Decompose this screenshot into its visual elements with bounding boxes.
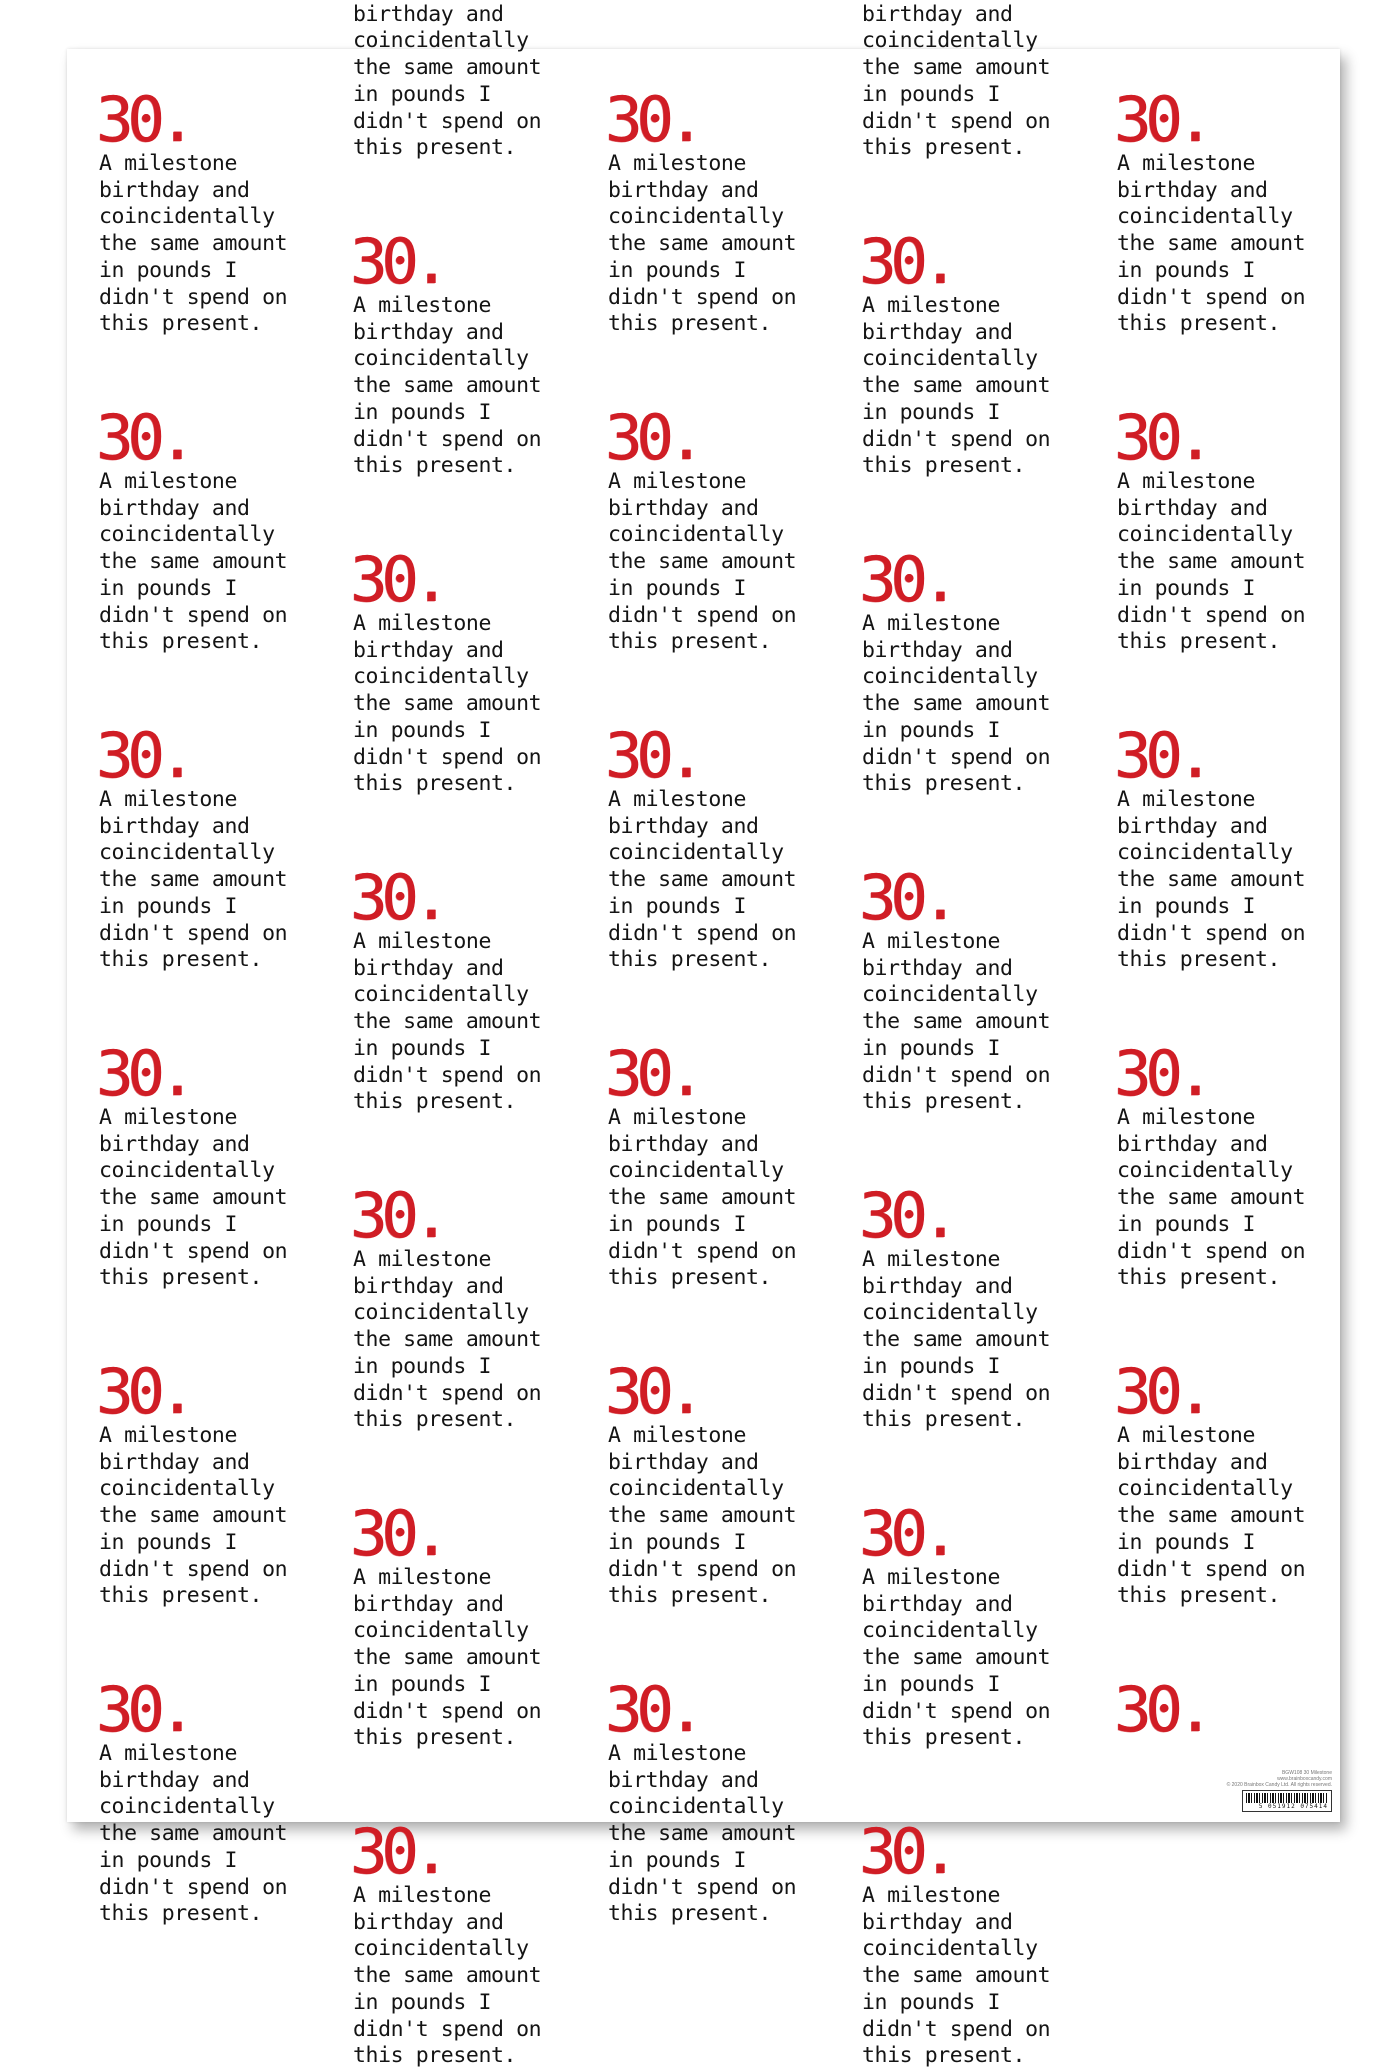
milestone-number: 30.	[605, 1355, 699, 1428]
message-line: coincidentally	[353, 664, 529, 690]
message-line: in pounds I	[608, 575, 746, 601]
message-line: A milestone	[608, 1105, 746, 1130]
pattern-tile	[859, 1497, 1112, 1752]
pattern-tile	[1114, 401, 1367, 656]
message-line: A milestone	[862, 1247, 1000, 1272]
message-line: coincidentally	[608, 1794, 784, 1820]
message-line: birthday and	[353, 1, 504, 27]
message-line: coincidentally	[353, 28, 529, 54]
message-line: didn't spend on	[99, 284, 288, 310]
pattern-tile	[96, 1355, 349, 1610]
message-line: A milestone	[862, 929, 1000, 954]
message-line: in pounds I	[99, 893, 237, 919]
message-line: A milestone	[862, 611, 1000, 636]
message-line: in pounds I	[608, 257, 746, 283]
message-line: birthday and	[353, 1591, 504, 1617]
message-line: coincidentally	[99, 840, 275, 866]
message-line: coincidentally	[608, 1158, 784, 1184]
product-code: BGW108 30 Milestone	[1281, 1770, 1332, 1776]
message-line: in pounds I	[862, 1035, 1000, 1061]
message-line: in pounds I	[99, 1529, 237, 1555]
message-line: this present.	[862, 2043, 1026, 2069]
message-line: in pounds I	[353, 1353, 491, 1379]
message-line: coincidentally	[608, 204, 784, 230]
milestone-number: 30.	[96, 401, 190, 474]
message-line: in pounds I	[608, 1211, 746, 1237]
milestone-number: 30.	[859, 543, 953, 616]
message-line: the same amount	[99, 1821, 288, 1847]
message-line: didn't spend on	[99, 1238, 288, 1264]
milestone-number: 30.	[1114, 401, 1208, 474]
message-line: A milestone	[1117, 469, 1255, 494]
milestone-number: 30.	[350, 1497, 444, 1570]
message-line: A milestone	[608, 1741, 746, 1766]
pattern-tile	[859, 1179, 1112, 1434]
message-line: the same amount	[1117, 867, 1306, 893]
message-line: birthday and	[608, 1449, 759, 1475]
message-line: this present.	[862, 1089, 1026, 1115]
message-line: A milestone	[99, 1423, 237, 1448]
message-line: birthday and	[608, 177, 759, 203]
message-line: in pounds I	[608, 1847, 746, 1873]
message-line: coincidentally	[353, 346, 529, 372]
milestone-number: 30.	[96, 1037, 190, 1110]
message-line: coincidentally	[862, 1936, 1038, 1962]
message-line: the same amount	[608, 1185, 797, 1211]
message-line: A milestone	[99, 787, 237, 812]
message-line: the same amount	[608, 1821, 797, 1847]
message-line: coincidentally	[862, 664, 1038, 690]
message-line: birthday and	[353, 955, 504, 981]
message-line: birthday and	[862, 637, 1013, 663]
message-line: this present.	[99, 947, 263, 973]
message-line: the same amount	[353, 1963, 542, 1989]
message-line: didn't spend on	[608, 1874, 797, 1900]
pattern-tile	[1114, 1673, 1367, 1746]
milestone-number: 30.	[605, 1037, 699, 1110]
message-line: coincidentally	[353, 1936, 529, 1962]
message-line: birthday and	[353, 1909, 504, 1935]
milestone-number: 30.	[96, 83, 190, 156]
message-line: this present.	[608, 629, 772, 655]
message-line: this present.	[99, 1901, 263, 1927]
message-line: A milestone	[1117, 787, 1255, 812]
message-line: A milestone	[353, 293, 491, 318]
pattern-tile	[605, 1037, 858, 1292]
message-line: coincidentally	[353, 1618, 529, 1644]
message-line: didn't spend on	[1117, 920, 1306, 946]
message-line: this present.	[862, 771, 1026, 797]
message-line: A milestone	[1117, 151, 1255, 176]
message-line: coincidentally	[99, 1158, 275, 1184]
message-line: birthday and	[99, 1449, 250, 1475]
pattern-tile	[350, 543, 603, 798]
milestone-number: 30.	[605, 83, 699, 156]
message-line: birthday and	[353, 637, 504, 663]
message-line: the same amount	[99, 867, 288, 893]
message-line: didn't spend on	[353, 1698, 542, 1724]
pattern-tile	[605, 83, 858, 338]
message-line: A milestone	[353, 929, 491, 954]
message-line: didn't spend on	[862, 2016, 1051, 2042]
message-line: coincidentally	[353, 1300, 529, 1326]
message-line: coincidentally	[862, 346, 1038, 372]
message-line: this present.	[862, 453, 1026, 479]
message-line: didn't spend on	[608, 1556, 797, 1582]
pattern-tile	[350, 225, 603, 480]
message-line: didn't spend on	[1117, 1238, 1306, 1264]
milestone-number: 30.	[859, 1179, 953, 1252]
message-line: didn't spend on	[608, 920, 797, 946]
message-line: coincidentally	[608, 840, 784, 866]
message-line: coincidentally	[1117, 522, 1293, 548]
message-line: birthday and	[1117, 177, 1268, 203]
message-line: didn't spend on	[862, 1380, 1051, 1406]
message-line: in pounds I	[353, 1989, 491, 2015]
pattern-tile	[605, 719, 858, 974]
message-line: the same amount	[862, 1009, 1051, 1035]
milestone-number: 30.	[1114, 719, 1208, 792]
message-line: coincidentally	[1117, 1476, 1293, 1502]
pattern-tile	[96, 83, 349, 338]
message-line: didn't spend on	[353, 1380, 542, 1406]
message-line: A milestone	[353, 1247, 491, 1272]
pattern-tile	[96, 401, 349, 656]
pattern-tile	[1114, 83, 1367, 338]
message-line: the same amount	[353, 55, 542, 81]
milestone-number: 30.	[1114, 1037, 1208, 1110]
message-line: coincidentally	[1117, 1158, 1293, 1184]
message-line: this present.	[353, 1407, 517, 1433]
message-line: the same amount	[1117, 1503, 1306, 1529]
milestone-number: 30.	[1114, 83, 1208, 156]
message-line: the same amount	[99, 549, 288, 575]
message-line: the same amount	[99, 1185, 288, 1211]
message-line: birthday and	[99, 1131, 250, 1157]
message-line: didn't spend on	[862, 426, 1051, 452]
pattern-tile	[96, 1673, 349, 1928]
pattern-tile	[96, 1037, 349, 1292]
milestone-number: 30.	[1114, 1355, 1208, 1428]
message-line: didn't spend on	[1117, 284, 1306, 310]
message-line: A milestone	[862, 1883, 1000, 1908]
message-line: didn't spend on	[608, 1238, 797, 1264]
milestone-number: 30.	[859, 225, 953, 298]
message-line: this present.	[862, 1407, 1026, 1433]
pattern-tile	[859, 1815, 1112, 2070]
message-line: coincidentally	[99, 204, 275, 230]
message-line: birthday and	[99, 813, 250, 839]
barcode	[1242, 1790, 1332, 1812]
message-line: didn't spend on	[99, 1556, 288, 1582]
message-line: birthday and	[862, 319, 1013, 345]
message-line: coincidentally	[1117, 840, 1293, 866]
message-line: coincidentally	[353, 982, 529, 1008]
milestone-number: 30.	[350, 1815, 444, 1888]
message-line: didn't spend on	[353, 2016, 542, 2042]
message-line: this present.	[862, 1725, 1026, 1751]
message-line: the same amount	[99, 1503, 288, 1529]
message-line: this present.	[353, 2043, 517, 2069]
message-line: this present.	[608, 1583, 772, 1609]
message-line: this present.	[353, 1089, 517, 1115]
message-line: coincidentally	[862, 1618, 1038, 1644]
message-line: this present.	[608, 1901, 772, 1927]
message-line: A milestone	[353, 611, 491, 636]
message-line: coincidentally	[608, 522, 784, 548]
message-line: birthday and	[353, 319, 504, 345]
message-line: this present.	[353, 135, 517, 161]
milestone-number: 30.	[350, 861, 444, 934]
pattern-tile	[350, 861, 603, 1116]
message-line: this present.	[1117, 947, 1281, 973]
message-line: this present.	[608, 311, 772, 337]
milestone-number: 30.	[1114, 1673, 1208, 1746]
message-line: the same amount	[353, 1645, 542, 1671]
message-line: birthday and	[99, 495, 250, 521]
message-line: in pounds I	[1117, 893, 1255, 919]
message-line: in pounds I	[862, 1671, 1000, 1697]
message-line: coincidentally	[862, 982, 1038, 1008]
message-line: birthday and	[608, 495, 759, 521]
milestone-number: 30.	[350, 1179, 444, 1252]
milestone-number: 30.	[96, 719, 190, 792]
message-line: birthday and	[862, 1909, 1013, 1935]
message-line: didn't spend on	[1117, 602, 1306, 628]
barcode-bars	[1246, 1793, 1328, 1803]
message-line: this present.	[1117, 1265, 1281, 1291]
message-line: didn't spend on	[862, 744, 1051, 770]
pattern-tile	[353, 0, 603, 162]
pattern-tile	[350, 1179, 603, 1434]
message-line: this present.	[353, 1725, 517, 1751]
pattern-tile	[605, 1355, 858, 1610]
message-line: in pounds I	[353, 717, 491, 743]
message-line: didn't spend on	[862, 108, 1051, 134]
pattern-tile	[605, 1673, 858, 1928]
message-line: this present.	[353, 771, 517, 797]
message-line: coincidentally	[1117, 204, 1293, 230]
message-line: the same amount	[862, 1327, 1051, 1353]
product-website: www.brainboxcandy.com	[1277, 1776, 1332, 1782]
milestone-number: 30.	[96, 1673, 190, 1746]
message-line: coincidentally	[862, 1300, 1038, 1326]
message-line: coincidentally	[608, 1476, 784, 1502]
message-line: A milestone	[1117, 1423, 1255, 1448]
message-line: birthday and	[608, 1767, 759, 1793]
message-line: the same amount	[353, 1327, 542, 1353]
message-line: didn't spend on	[862, 1698, 1051, 1724]
milestone-number: 30.	[96, 1355, 190, 1428]
milestone-number: 30.	[605, 1673, 699, 1746]
pattern-tile	[350, 1815, 603, 2070]
message-line: didn't spend on	[353, 1062, 542, 1088]
milestone-number: 30.	[350, 543, 444, 616]
message-line: coincidentally	[99, 1476, 275, 1502]
message-line: A milestone	[99, 469, 237, 494]
message-line: birthday and	[1117, 1131, 1268, 1157]
message-line: A milestone	[608, 1423, 746, 1448]
message-line: in pounds I	[862, 1989, 1000, 2015]
pattern-tile	[859, 543, 1112, 798]
message-line: in pounds I	[1117, 257, 1255, 283]
wrapping-paper-sheet	[67, 1, 1340, 2069]
message-line: this present.	[1117, 311, 1281, 337]
message-line: birthday and	[608, 1131, 759, 1157]
message-line: in pounds I	[608, 1529, 746, 1555]
milestone-number: 30.	[605, 719, 699, 792]
message-line: A milestone	[608, 151, 746, 176]
message-line: didn't spend on	[353, 426, 542, 452]
message-line: this present.	[99, 1265, 263, 1291]
message-line: A milestone	[1117, 1105, 1255, 1130]
message-line: birthday and	[353, 1273, 504, 1299]
pattern-tile	[859, 225, 1112, 480]
pattern-tile	[1114, 1355, 1367, 1610]
message-line: the same amount	[862, 373, 1051, 399]
message-line: in pounds I	[353, 1671, 491, 1697]
pattern-tile	[859, 861, 1112, 1116]
message-line: this present.	[1117, 1583, 1281, 1609]
pattern-tile	[1114, 719, 1367, 974]
message-line: this present.	[99, 311, 263, 337]
message-line: A milestone	[608, 787, 746, 812]
message-line: coincidentally	[99, 1794, 275, 1820]
pattern-tile	[350, 1497, 603, 1752]
message-line: this present.	[353, 453, 517, 479]
message-line: in pounds I	[862, 399, 1000, 425]
message-line: the same amount	[862, 1645, 1051, 1671]
message-line: the same amount	[353, 691, 542, 717]
barcode-digits: 5 051912 075414	[1258, 1803, 1328, 1810]
message-line: this present.	[99, 629, 263, 655]
message-line: this present.	[1117, 629, 1281, 655]
message-line: didn't spend on	[353, 744, 542, 770]
message-line: birthday and	[608, 813, 759, 839]
message-line: this present.	[608, 1265, 772, 1291]
milestone-number: 30.	[859, 1815, 953, 1888]
message-line: the same amount	[608, 231, 797, 257]
message-line: birthday and	[99, 1767, 250, 1793]
message-line: coincidentally	[862, 28, 1038, 54]
message-line: the same amount	[353, 1009, 542, 1035]
message-line: the same amount	[862, 1963, 1051, 1989]
message-line: A milestone	[862, 1565, 1000, 1590]
message-line: didn't spend on	[608, 602, 797, 628]
message-line: this present.	[608, 947, 772, 973]
milestone-number: 30.	[859, 861, 953, 934]
message-line: A milestone	[608, 469, 746, 494]
message-line: in pounds I	[353, 1035, 491, 1061]
message-line: didn't spend on	[99, 920, 288, 946]
message-line: didn't spend on	[1117, 1556, 1306, 1582]
message-line: A milestone	[353, 1565, 491, 1590]
message-line: the same amount	[608, 549, 797, 575]
milestone-number: 30.	[350, 225, 444, 298]
message-line: birthday and	[862, 1591, 1013, 1617]
pattern-tile	[1114, 1037, 1367, 1292]
message-line: the same amount	[353, 373, 542, 399]
message-line: in pounds I	[353, 399, 491, 425]
message-line: birthday and	[1117, 495, 1268, 521]
message-line: birthday and	[1117, 813, 1268, 839]
message-line: in pounds I	[99, 575, 237, 601]
message-line: A milestone	[99, 1105, 237, 1130]
product-copyright: © 2020 Brainbox Candy Ltd. All rights reserved.	[1226, 1782, 1332, 1788]
message-line: in pounds I	[353, 81, 491, 107]
message-line: A milestone	[99, 151, 237, 176]
message-line: the same amount	[1117, 1185, 1306, 1211]
message-line: in pounds I	[99, 257, 237, 283]
message-line: the same amount	[862, 55, 1051, 81]
message-line: the same amount	[608, 867, 797, 893]
product-label	[1227, 1770, 1332, 1812]
message-line: the same amount	[862, 691, 1051, 717]
message-line: birthday and	[99, 177, 250, 203]
message-line: in pounds I	[1117, 1529, 1255, 1555]
message-line: birthday and	[862, 1273, 1013, 1299]
message-line: birthday and	[862, 955, 1013, 981]
message-line: in pounds I	[1117, 1211, 1255, 1237]
message-line: birthday and	[862, 1, 1013, 27]
message-line: in pounds I	[862, 81, 1000, 107]
message-line: didn't spend on	[862, 1062, 1051, 1088]
milestone-number: 30.	[859, 1497, 953, 1570]
message-line: this present.	[99, 1583, 263, 1609]
message-line: in pounds I	[1117, 575, 1255, 601]
message-line: this present.	[862, 135, 1026, 161]
message-line: A milestone	[353, 1883, 491, 1908]
message-line: birthday and	[1117, 1449, 1268, 1475]
pattern-tile	[862, 0, 1112, 162]
message-line: didn't spend on	[608, 284, 797, 310]
message-line: the same amount	[608, 1503, 797, 1529]
message-line: the same amount	[99, 231, 288, 257]
message-line: in pounds I	[99, 1211, 237, 1237]
message-line: coincidentally	[99, 522, 275, 548]
message-line: A milestone	[862, 293, 1000, 318]
message-line: the same amount	[1117, 549, 1306, 575]
milestone-number: 30.	[605, 401, 699, 474]
message-line: in pounds I	[99, 1847, 237, 1873]
message-line: didn't spend on	[99, 602, 288, 628]
message-line: A milestone	[99, 1741, 237, 1766]
message-line: didn't spend on	[353, 108, 542, 134]
pattern-tile	[605, 401, 858, 656]
message-line: in pounds I	[862, 717, 1000, 743]
message-line: the same amount	[1117, 231, 1306, 257]
pattern-tile	[96, 719, 349, 974]
message-line: didn't spend on	[99, 1874, 288, 1900]
message-line: in pounds I	[862, 1353, 1000, 1379]
message-line: in pounds I	[608, 893, 746, 919]
